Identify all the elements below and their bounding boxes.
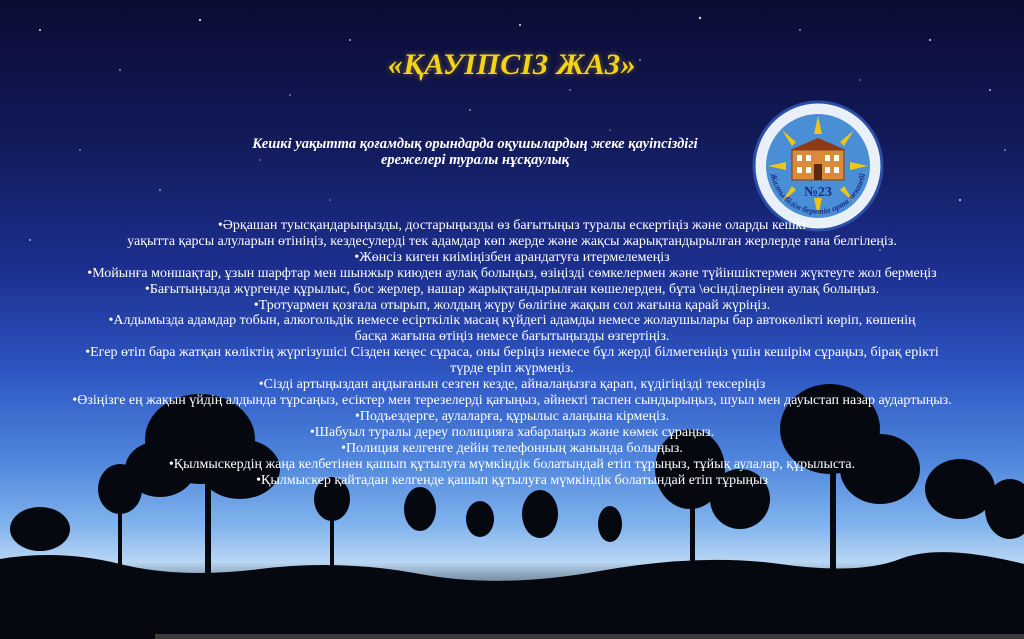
instruction-line: басқа жағына өтіңіз немесе бағытыңызды өзгертіңіз. — [354, 329, 670, 345]
instruction-line: •Қылмыскер қайтадан келгенде қашып құтылуға мүмкіндік болатындай етіп тұрыңыз — [256, 472, 768, 488]
page-title: «ҚАУІПСІЗ ЖАЗ» — [387, 48, 637, 81]
instruction-line: •Егер өтіп бара жатқан көліктің жүргізушісі Сізден кеңес сұраса, оны беріңіз немесе бұл жерді білмегеніңіз үшін кешірім сұраңыз, бірақ ерікті — [85, 345, 939, 361]
instruction-line: •Әрқашан туысқандарыңызды, достарыңызды өз бағытыңыз туралы ескертіңіз және оларды кешкі — [217, 218, 807, 233]
subtitle-line: ережелері туралы нұсқаулық — [380, 152, 570, 168]
logo-ring-text: Жалпы білім беретін орта мектебі — [768, 172, 868, 217]
subtitle — [210, 136, 740, 168]
instruction-line: •Өзіңізге ең жақын үйдің алдында тұрсаңыз, есіктер мен терезелерді қағыңыз, әйнекті таспен сындырыңыз, шуыл мен дауыстап назар аудартыңыз. — [72, 392, 952, 408]
instruction-line: •Мойынға моншақтар, ұзын шарфтар мен шынжыр киюден аулақ болыңыз, өзіңізді сөмкелермен және түйіншіктермен жүктеуге жол бермеңіз — [87, 265, 937, 281]
instruction-line: •Қылмыскердің жаңа келбетінен қашып құтылуға мүмкіндік болатындай етіп тұрыңыз, тұйық аулалар, құрылыста. — [168, 456, 856, 472]
instruction-line: уақытта қарсы алуларын өтініңіз, кездесулерді тек адамдар көп жерде және жақсы жарықтандырылған жерлерде ғана белгілеңіз. — [127, 233, 897, 249]
instruction-line: •Полиция келгенге дейін телефонның жанында болыңыз. — [341, 440, 683, 456]
instruction-line: •Сізді артыңыздан аңдығанын сезген кезде, айналаңызға қарап, күдігіңізді тексеріңіз — [258, 377, 766, 393]
instruction-line: •Подъездерге, аулаларға, құрылыс алаңына кірмеңіз. — [354, 408, 670, 424]
subtitle-line: Кешкі уақытта қоғамдық орындарда оқушылардың жеке қауіпсіздігі — [252, 136, 698, 152]
instruction-line: •Тротуармен қозғала отырып, жолдың жүру бөлігіне жақын сол жағына қарай жүріңіз. — [253, 297, 771, 313]
instruction-line: •Бағытыңызда жүргенде құрылыс, бос жерлер, нашар жарықтандырылған көшелерден, бұта \өсінділерінен аулақ болыңыз. — [144, 281, 880, 297]
instruction-line: түрде еріп жүрмеңіз. — [450, 361, 574, 377]
logo-number: №23 — [803, 185, 833, 200]
instruction-line: •Жөнсіз киген киіміңізбен арандатуға итермелемеңіз — [354, 249, 670, 265]
instruction-line: •Шабуыл туралы дереу полицияға хабарлаңыз және көмек сұраңыз. — [309, 424, 715, 440]
instruction-line: •Алдымызда адамдар тобын, алкогольдік немесе есірткілік масаң күйдегі адамды немесе жолаушылары бар автокөлікті көріп, көшенің — [108, 313, 916, 329]
safety-instructions — [8, 218, 1016, 488]
bottom-bar — [155, 634, 1024, 639]
school-emblem-icon — [752, 100, 884, 232]
